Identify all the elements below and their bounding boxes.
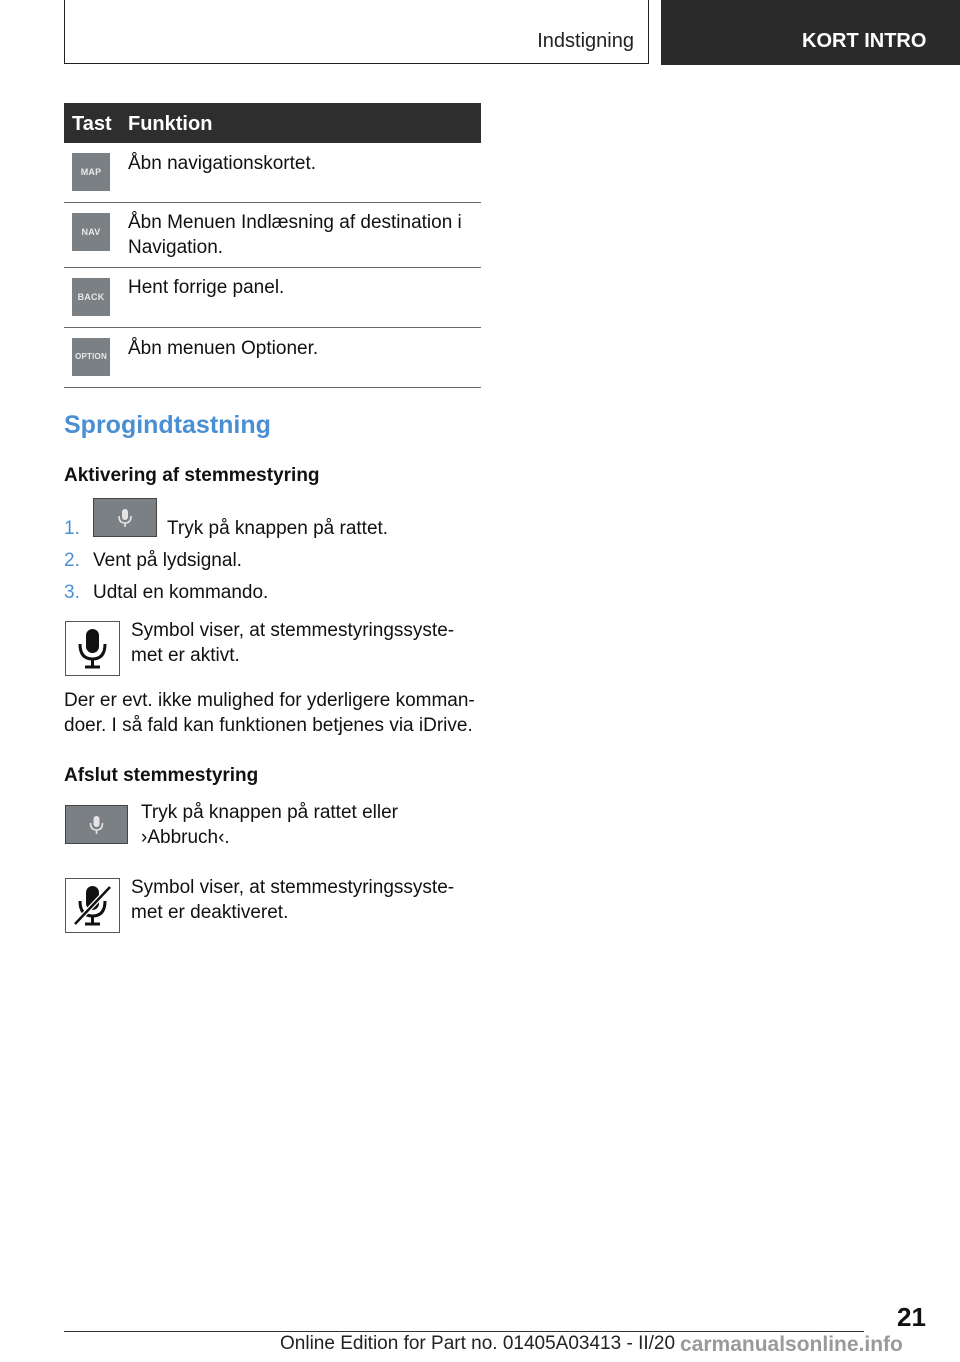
section-title: Sprogindtastning <box>64 411 271 439</box>
step-text: Vent på lydsignal. <box>93 550 242 571</box>
step-number: 1. <box>64 518 80 539</box>
microphone-button-icon <box>65 805 128 844</box>
note-paragraph: Der er evt. ikke mulighed for yderligere komman- doer. I så fald kan funktionen betjenes via iDrive. <box>64 690 475 736</box>
deactivate-button-description: Tryk på knappen på rattet eller ›Abbruch‹. <box>141 802 398 848</box>
table-row-text: Åbn Menuen Indlæsning af destination i Navigation. <box>128 212 462 258</box>
voice-active-symbol-icon <box>65 621 120 676</box>
voice-inactive-symbol-icon <box>65 878 120 933</box>
table-header-key: Tast <box>72 113 112 135</box>
deactivate-heading: Afslut stemmestyring <box>64 765 259 786</box>
symbol-active-description: Symbol viser, at stemmestyringssyste- met er aktivt. <box>131 620 455 666</box>
table-row <box>64 143 481 203</box>
map-key-icon: MAP <box>72 153 110 191</box>
table-row <box>64 268 481 328</box>
microphone-button-icon <box>93 498 157 537</box>
step-number: 2. <box>64 550 80 571</box>
table-row <box>64 328 481 388</box>
table-row-text: Åbn menuen Optioner. <box>128 338 319 359</box>
table-row-text: Hent forrige panel. <box>128 277 285 298</box>
header-section-title: Indstigning <box>537 30 634 52</box>
watermark: carmanualsonline.info <box>680 1333 903 1356</box>
step-text: Udtal en kommando. <box>93 582 269 603</box>
option-key-icon: OPTION <box>72 338 110 376</box>
table-row <box>64 203 481 268</box>
symbol-inactive-description: Symbol viser, at stemmestyringssyste- met er deaktiveret. <box>131 877 455 923</box>
key-function-table <box>64 103 481 388</box>
step-number: 3. <box>64 582 80 603</box>
page-number: 21 <box>897 1302 926 1332</box>
back-key-icon: BACK <box>72 278 110 316</box>
header-chapter-tab: KORT INTRO <box>661 0 960 65</box>
table-row-text: Åbn navigationskortet. <box>128 153 317 174</box>
footer-divider <box>64 1331 864 1332</box>
header-section-box <box>64 0 649 64</box>
step-text: Tryk på knappen på rattet. <box>167 518 389 539</box>
table-header-function: Funktion <box>128 113 213 135</box>
activate-heading: Aktivering af stemmestyring <box>64 465 320 486</box>
footer-edition: Online Edition for Part no. 01405A03413 - II/20 <box>280 1333 676 1354</box>
table-header <box>64 103 481 143</box>
nav-key-icon: NAV <box>72 213 110 251</box>
